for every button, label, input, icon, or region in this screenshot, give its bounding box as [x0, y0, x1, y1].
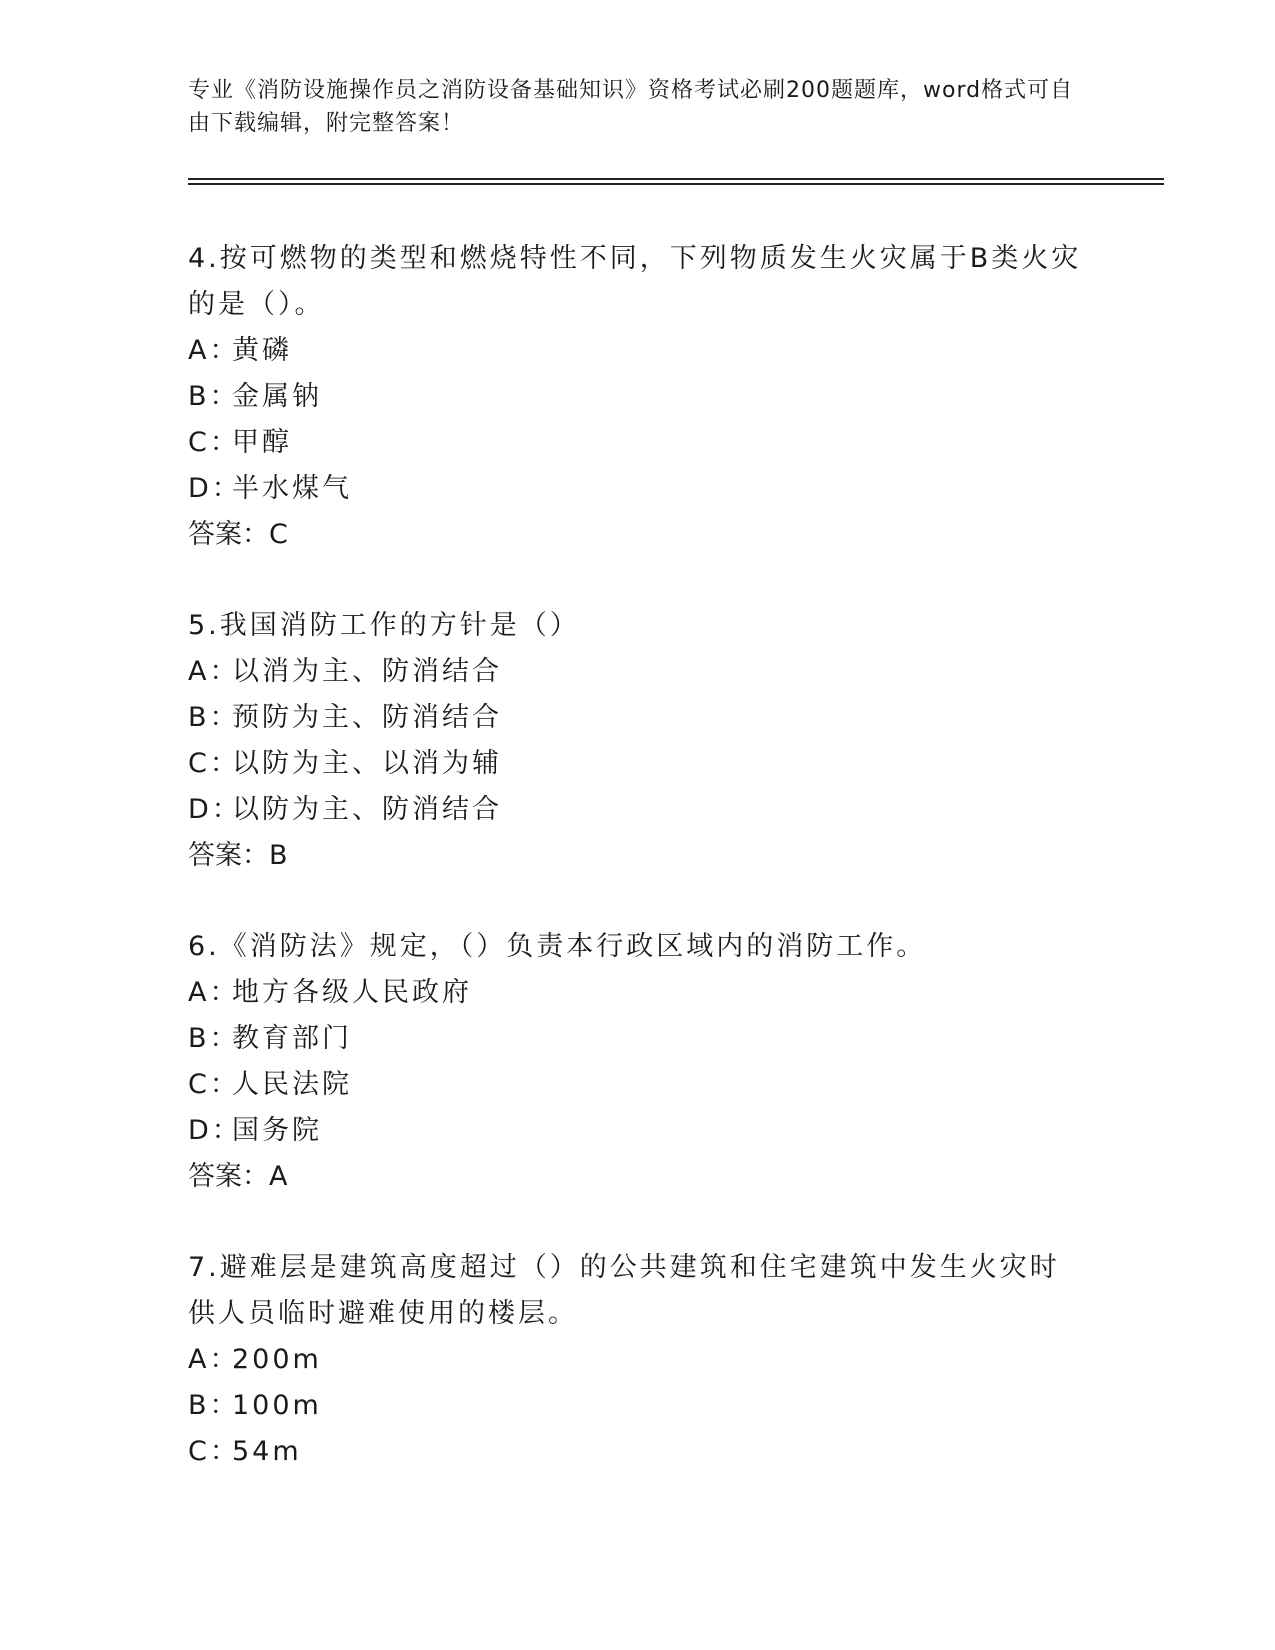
- option-a: [188, 328, 1088, 374]
- option-a: [188, 649, 1088, 695]
- option-text: 黄磷: [232, 335, 292, 366]
- option-text: 以防为主、以消为辅: [232, 748, 502, 779]
- option-c: [188, 741, 1088, 787]
- option-text: 地方各级人民政府: [232, 977, 472, 1008]
- option-d: [188, 466, 1088, 512]
- option-text: 金属钠: [232, 381, 322, 412]
- question-5: [188, 603, 1088, 879]
- option-letter: D：: [188, 473, 242, 504]
- answer-line: 答案：B: [188, 840, 288, 871]
- question-7: [188, 1245, 1088, 1475]
- option-letter: C：: [188, 1069, 240, 1100]
- option-letter: A：: [188, 335, 240, 366]
- question-6: [188, 924, 1088, 1200]
- header-rule-bottom: [188, 183, 1164, 185]
- question-stem: 7.避难层是建筑高度超过（）的公共建筑和住宅建筑中发生火灾时供人员临时避难使用的楼层。: [188, 1252, 1060, 1329]
- option-letter: A：: [188, 1344, 240, 1375]
- question-stem: 6.《消防法》规定，（）负责本行政区域内的消防工作。: [188, 931, 927, 962]
- option-b: [188, 374, 1088, 420]
- question-list: [188, 236, 1088, 1520]
- header-rule-top: [188, 178, 1164, 180]
- option-text: 100m: [232, 1390, 322, 1421]
- option-text: 54m: [232, 1436, 302, 1467]
- option-text: 甲醇: [232, 427, 292, 458]
- option-letter: C：: [188, 1436, 240, 1467]
- option-letter: B：: [188, 381, 240, 412]
- question-4: [188, 236, 1088, 558]
- option-b: [188, 695, 1088, 741]
- option-text: 以防为主、防消结合: [232, 794, 502, 825]
- option-c: [188, 1062, 1088, 1108]
- option-text: 国务院: [232, 1115, 322, 1146]
- option-d: [188, 787, 1088, 833]
- option-text: 教育部门: [232, 1023, 352, 1054]
- option-b: [188, 1016, 1088, 1062]
- option-c: [188, 420, 1088, 466]
- option-letter: A：: [188, 977, 240, 1008]
- option-text: 半水煤气: [232, 473, 352, 504]
- option-letter: C：: [188, 427, 240, 458]
- option-text: 以消为主、防消结合: [232, 656, 502, 687]
- option-a: [188, 1337, 1088, 1383]
- option-b: [188, 1383, 1088, 1429]
- option-text: 预防为主、防消结合: [232, 702, 502, 733]
- option-text: 200m: [232, 1344, 322, 1375]
- answer-line: 答案：C: [188, 519, 288, 550]
- option-text: 人民法院: [232, 1069, 352, 1100]
- option-d: [188, 1108, 1088, 1154]
- option-letter: D：: [188, 794, 242, 825]
- option-c: [188, 1429, 1088, 1475]
- option-letter: A：: [188, 656, 240, 687]
- option-letter: B：: [188, 1023, 240, 1054]
- answer-line: 答案：A: [188, 1161, 288, 1192]
- option-letter: B：: [188, 1390, 240, 1421]
- option-a: [188, 970, 1088, 1016]
- question-stem: 4.按可燃物的类型和燃烧特性不同，下列物质发生火灾属于B类火灾的是（）。: [188, 243, 1082, 320]
- question-stem: 5.我国消防工作的方针是（）: [188, 610, 580, 641]
- option-letter: C：: [188, 748, 240, 779]
- option-letter: B：: [188, 702, 240, 733]
- document-header: 专业《消防设施操作员之消防设备基础知识》资格考试必刷200题题库，word格式可自由下载编辑，附完整答案！: [188, 78, 1074, 136]
- option-letter: D：: [188, 1115, 242, 1146]
